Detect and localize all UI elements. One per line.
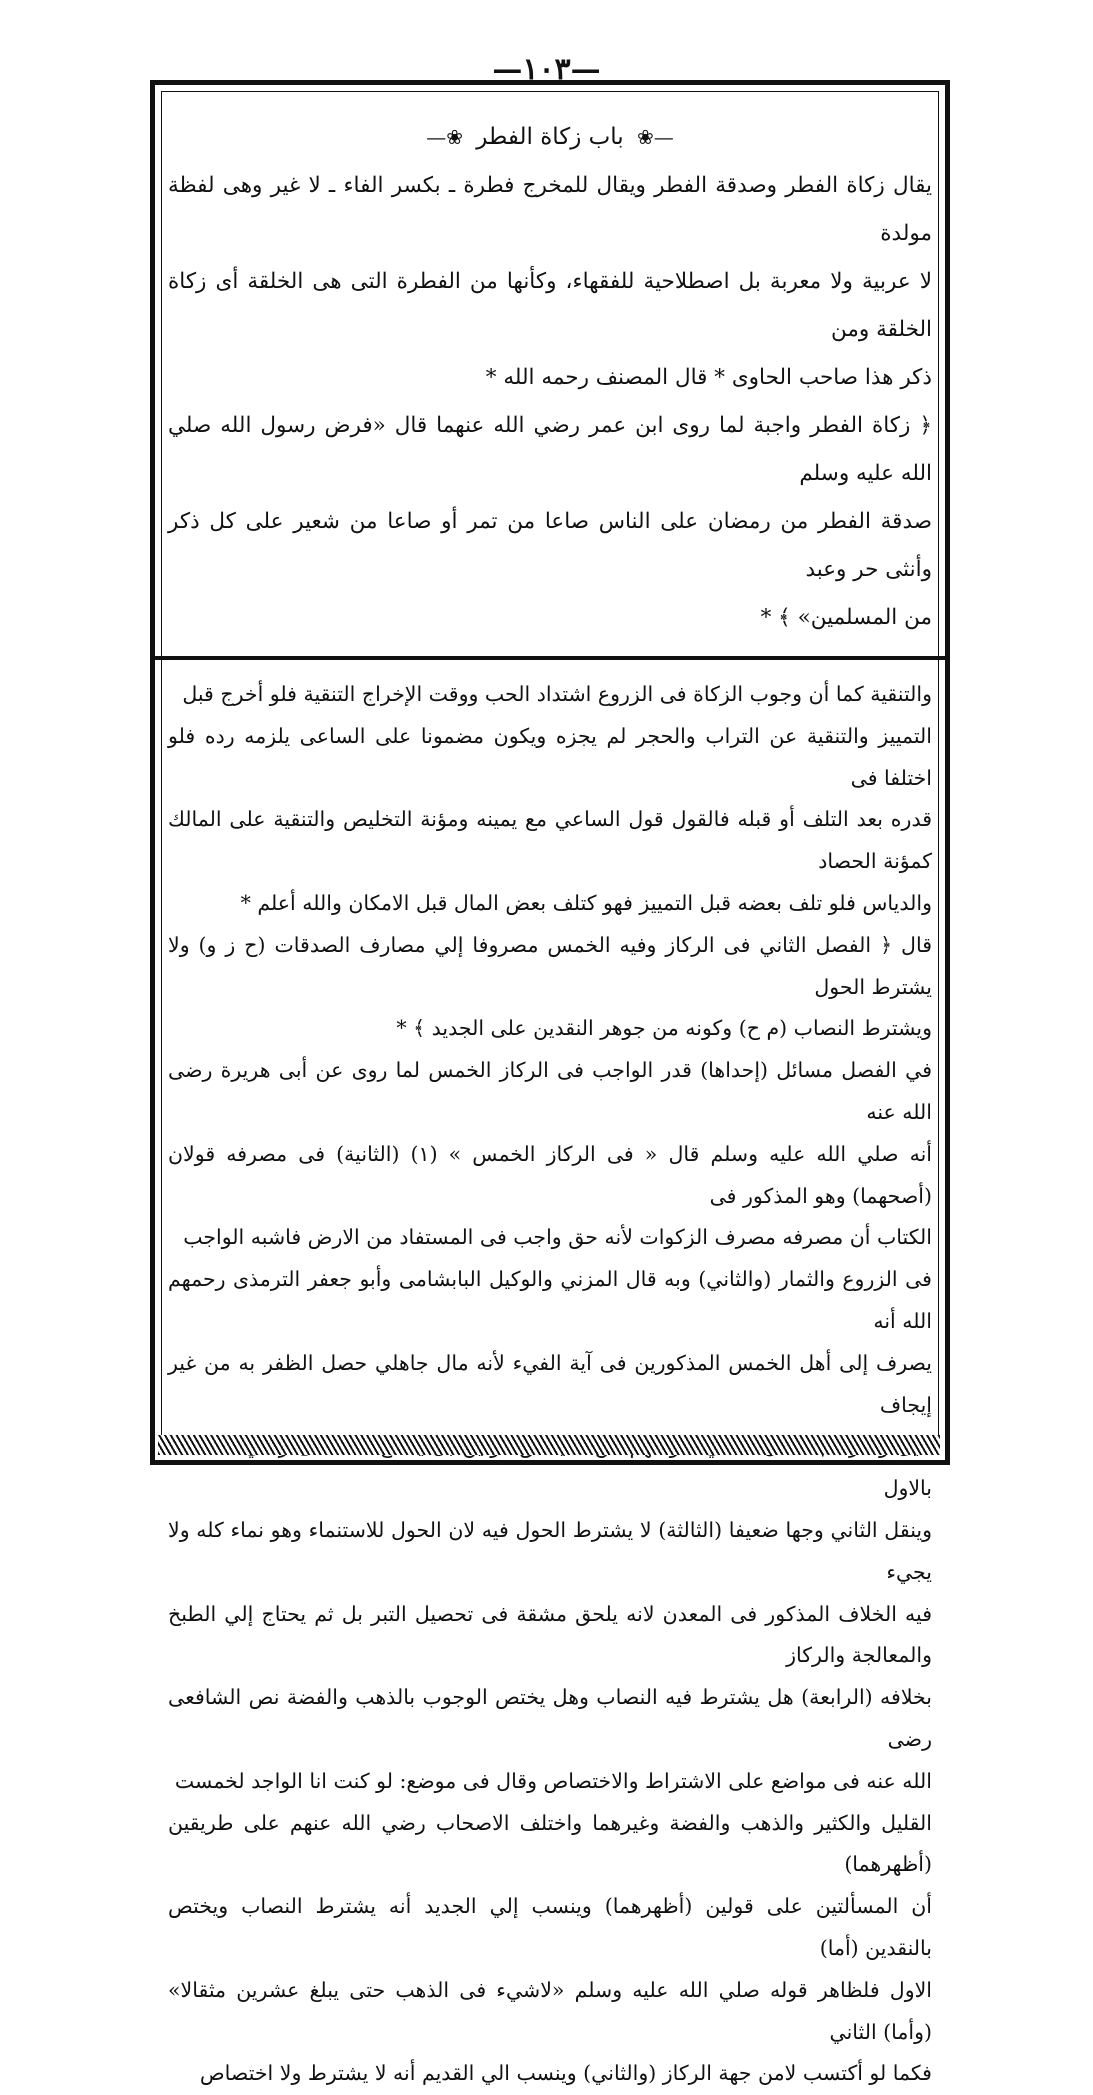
- chapter-heading: [168, 124, 932, 150]
- matn-line: لا عربية ولا معربة بل اصطلاحية للفقهاء، وكأنها من الفطرة التى هى الخلقة أى زكاة الخلقة ومن: [168, 269, 932, 342]
- sharh-line: بخلافه (الرابعة) هل يشترط فيه النصاب وهل يختص الوجوب بالذهب والفضة نص الشافعى رضى: [168, 1685, 932, 1751]
- matn-line: ذكر هذا صاحب الحاوى * قال المصنف رحمه الله *: [485, 365, 932, 390]
- sharh-line: فى الزروع والثمار (والثاني) وبه قال المزني والوكيل البابشامى وأبو جعفر الترمذى رحمهم الله أنه: [168, 1267, 932, 1333]
- page-content: [168, 92, 932, 2095]
- sharh-line: أن المسألتين على قولين (أظهرهما) وينسب إلي الجديد أنه يشترط النصاب ويختص بالنقدين (أما): [168, 1894, 932, 1960]
- decorative-border-bar: [158, 1435, 940, 1455]
- sharh-line: في الفصل مسائل (إحداها) قدر الواجب فى الركاز الخمس لما روى عن أبى هريرة رضى الله عنه: [168, 1058, 932, 1124]
- matn-line: ﴿ زكاة الفطر واجبة لما روى ابن عمر رضي الله عنهما قال «فرض رسول الله صلي الله عليه وسلم: [168, 413, 932, 486]
- sharh-line: أنه صلي الله عليه وسلم قال « فى الركاز الخمس » (١) (الثانية) فى مصرفه قولان (أصحهما) وهو المذكور فى: [168, 1141, 932, 1208]
- matn-line: من المسلمين» ﴾ *: [760, 605, 932, 630]
- sharh-line: فيه الخلاف المذكور فى المعدن لانه يلحق مشقة فى تحصيل التبر بل ثم يحتاج إلي الطبخ والمعالجة والركاز: [168, 1601, 932, 1668]
- sharh-line: الكتاب أن مصرفه مصرف الزكوات لأنه حق واجب فى المستفاد من الارض فاشبه الواجب: [183, 1225, 932, 1250]
- sharh-line: والدياس فلو تلف بعضه قبل التمييز فهو كتلف بعض المال قبل الامكان والله أعلم *: [240, 890, 932, 915]
- sharh-line: فكما لو أكتسب لامن جهة الركاز (والثاني) وينسب الي القديم أنه لا يشترط ولا اختصاص: [199, 2061, 932, 2086]
- sharh-line: والتنقية كما أن وجوب الزكاة فى الزروع اشتداد الحب ووقت الإخراج التنقية فلو أخرج قبل: [182, 682, 932, 706]
- ornament-right-icon: —❀: [637, 125, 674, 149]
- sharh-text: [168, 674, 932, 2095]
- sharh-line: بالاول: [883, 1476, 932, 1501]
- sharh-line: التمييز والتنقية عن التراب والحجر لم يجزه ويكون مضمونا على الساعى يلزمه رده فلو اختلفا فى: [168, 723, 932, 790]
- sharh-line: يصرف إلى أهل الخمس المذكورين فى آية الفيء لأنه مال جاهلي حصل الظفر به من غير إيجاف: [168, 1350, 932, 1417]
- sharh-line: قال ﴿ الفصل الثاني فى الركاز وفيه الخمس مصروفا إلي مصارف الصدقات (ح ز و) ولا يشترط الحول: [168, 932, 932, 999]
- matn-line: صدقة الفطر من رمضان على الناس صاعا من تمر أو صاعا من شعير على كل ذكر وأنثى حر وعبد: [168, 509, 932, 582]
- ornament-left-icon: ❀—: [426, 125, 463, 149]
- page-number: —١٠٣—: [492, 52, 601, 87]
- sharh-line: الاول فلظاهر قوله صلي الله عليه وسلم «لاشيء فى الذهب حتى يبلغ عشرين مثقالا» (وأما) الثاني: [168, 1977, 932, 2044]
- sharh-line: ويشترط النصاب (م ح) وكونه من جوهر النقدين على الجديد ﴾ *: [396, 1016, 932, 1041]
- matn-line: يقال زكاة الفطر وصدقة الفطر ويقال للمخرج فطرة ـ بكسر الفاء ـ لا غير وهى لفظة مولدة: [168, 173, 932, 246]
- matn-text: [168, 162, 932, 642]
- sharh-line: الله عنه فى مواضع على الاشتراط والاختصاص وقال فى موضع: لو كنت انا الواجد لخمست: [174, 1768, 932, 1793]
- section-divider: [150, 656, 950, 660]
- chapter-title: باب زكاة الفطر: [476, 124, 624, 150]
- sharh-line: القليل والكثير والذهب والفضة وغيرهما واختلف الاصحاب رضي الله عنهم على طريقين (أظهرهما): [168, 1810, 932, 1877]
- sharh-line: وينقل الثاني وجها ضعيفا (الثالثة) لا يشترط الحول فيه لان الحول للاستنماء وهو نماء كله ولا يجيء: [168, 1517, 932, 1584]
- sharh-line: قدره بعد التلف أو قبله فالقول قول الساعي مع يمينه ومؤنة التخليص والتنقية على المالك كمؤنة الحصاد: [168, 807, 932, 874]
